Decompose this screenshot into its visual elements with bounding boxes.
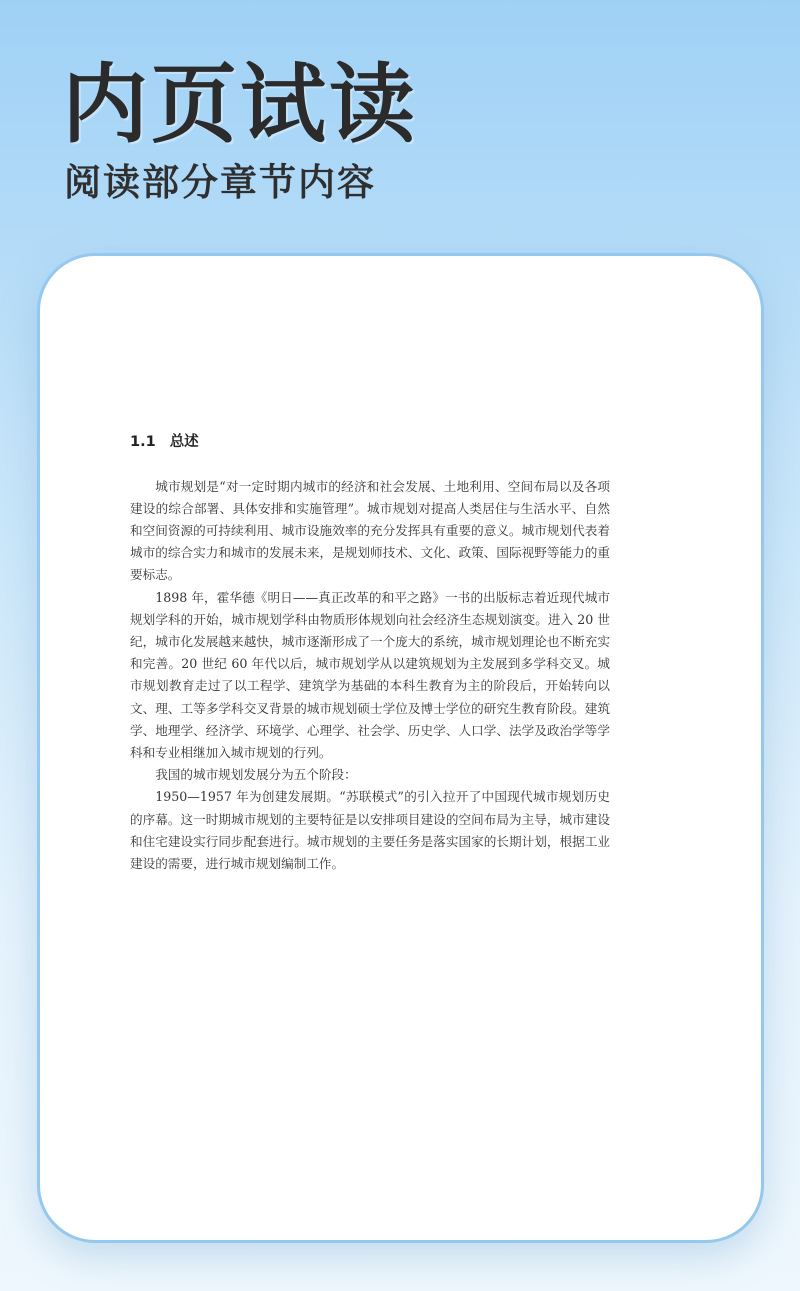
section-heading xyxy=(130,435,610,450)
section-number: 1.1 xyxy=(130,434,156,450)
page-title: 内页试读 xyxy=(62,55,418,155)
paragraph: 城市规划是“对一定时期内城市的经济和社会发展、土地利用、空间布局以及各项建设的综合部署、具体安排和实施管理”。城市规划对提高人类居住与生活水平、自然和空间资源的可持续利用、城市设施效率的充分发挥具有重要的意义。城市规划代表着城市的综合实力和城市的发展未来，是规划师技术、文化、政策、国际视野等能力的重要标志。 xyxy=(130,478,610,583)
page-subtitle: 阅读部分章节内容 xyxy=(64,161,376,204)
book-page-content xyxy=(130,435,610,875)
paragraph: 1898 年，霍华德《明日——真正改革的和平之路》一书的出版标志着近现代城市规划学科的开始，城市规划学科由物质形体规划向社会经济生态规划演变。进入 20 世纪，城市化发展越来越快，城市逐渐形成了一个庞大的系统，城市规划理论也不断充实和完善。20 世纪 60 年代以后，城市规划学从以建筑规划为主发展到多学科交叉。城市规划教育走过了以工程学、建筑学为基础的本科生教育为主的阶段后，开始转向以文、理、工等多学科交叉背景的城市规划硕士学位及博士学位的研究生教育阶段。建筑学、地理学、经济学、环境学、心理学、社会学、历史学、人口学、法学及政治学等学科和专业相继加入城市规划的行列。 xyxy=(130,589,610,760)
paragraph: 我国的城市规划发展分为五个阶段： xyxy=(155,767,357,783)
paragraph: 1950—1957 年为创建发展期。“苏联模式”的引入拉开了中国现代城市规划历史的序幕。这一时期城市规划的主要特征是以安排项目建设的空间布局为主导，城市建设和住宅建设实行同步配套进行。城市规划的主要任务是落实国家的长期计划，根据工业建设的需要，进行城市规划编制工作。 xyxy=(130,789,610,871)
section-title: 总述 xyxy=(169,434,199,450)
